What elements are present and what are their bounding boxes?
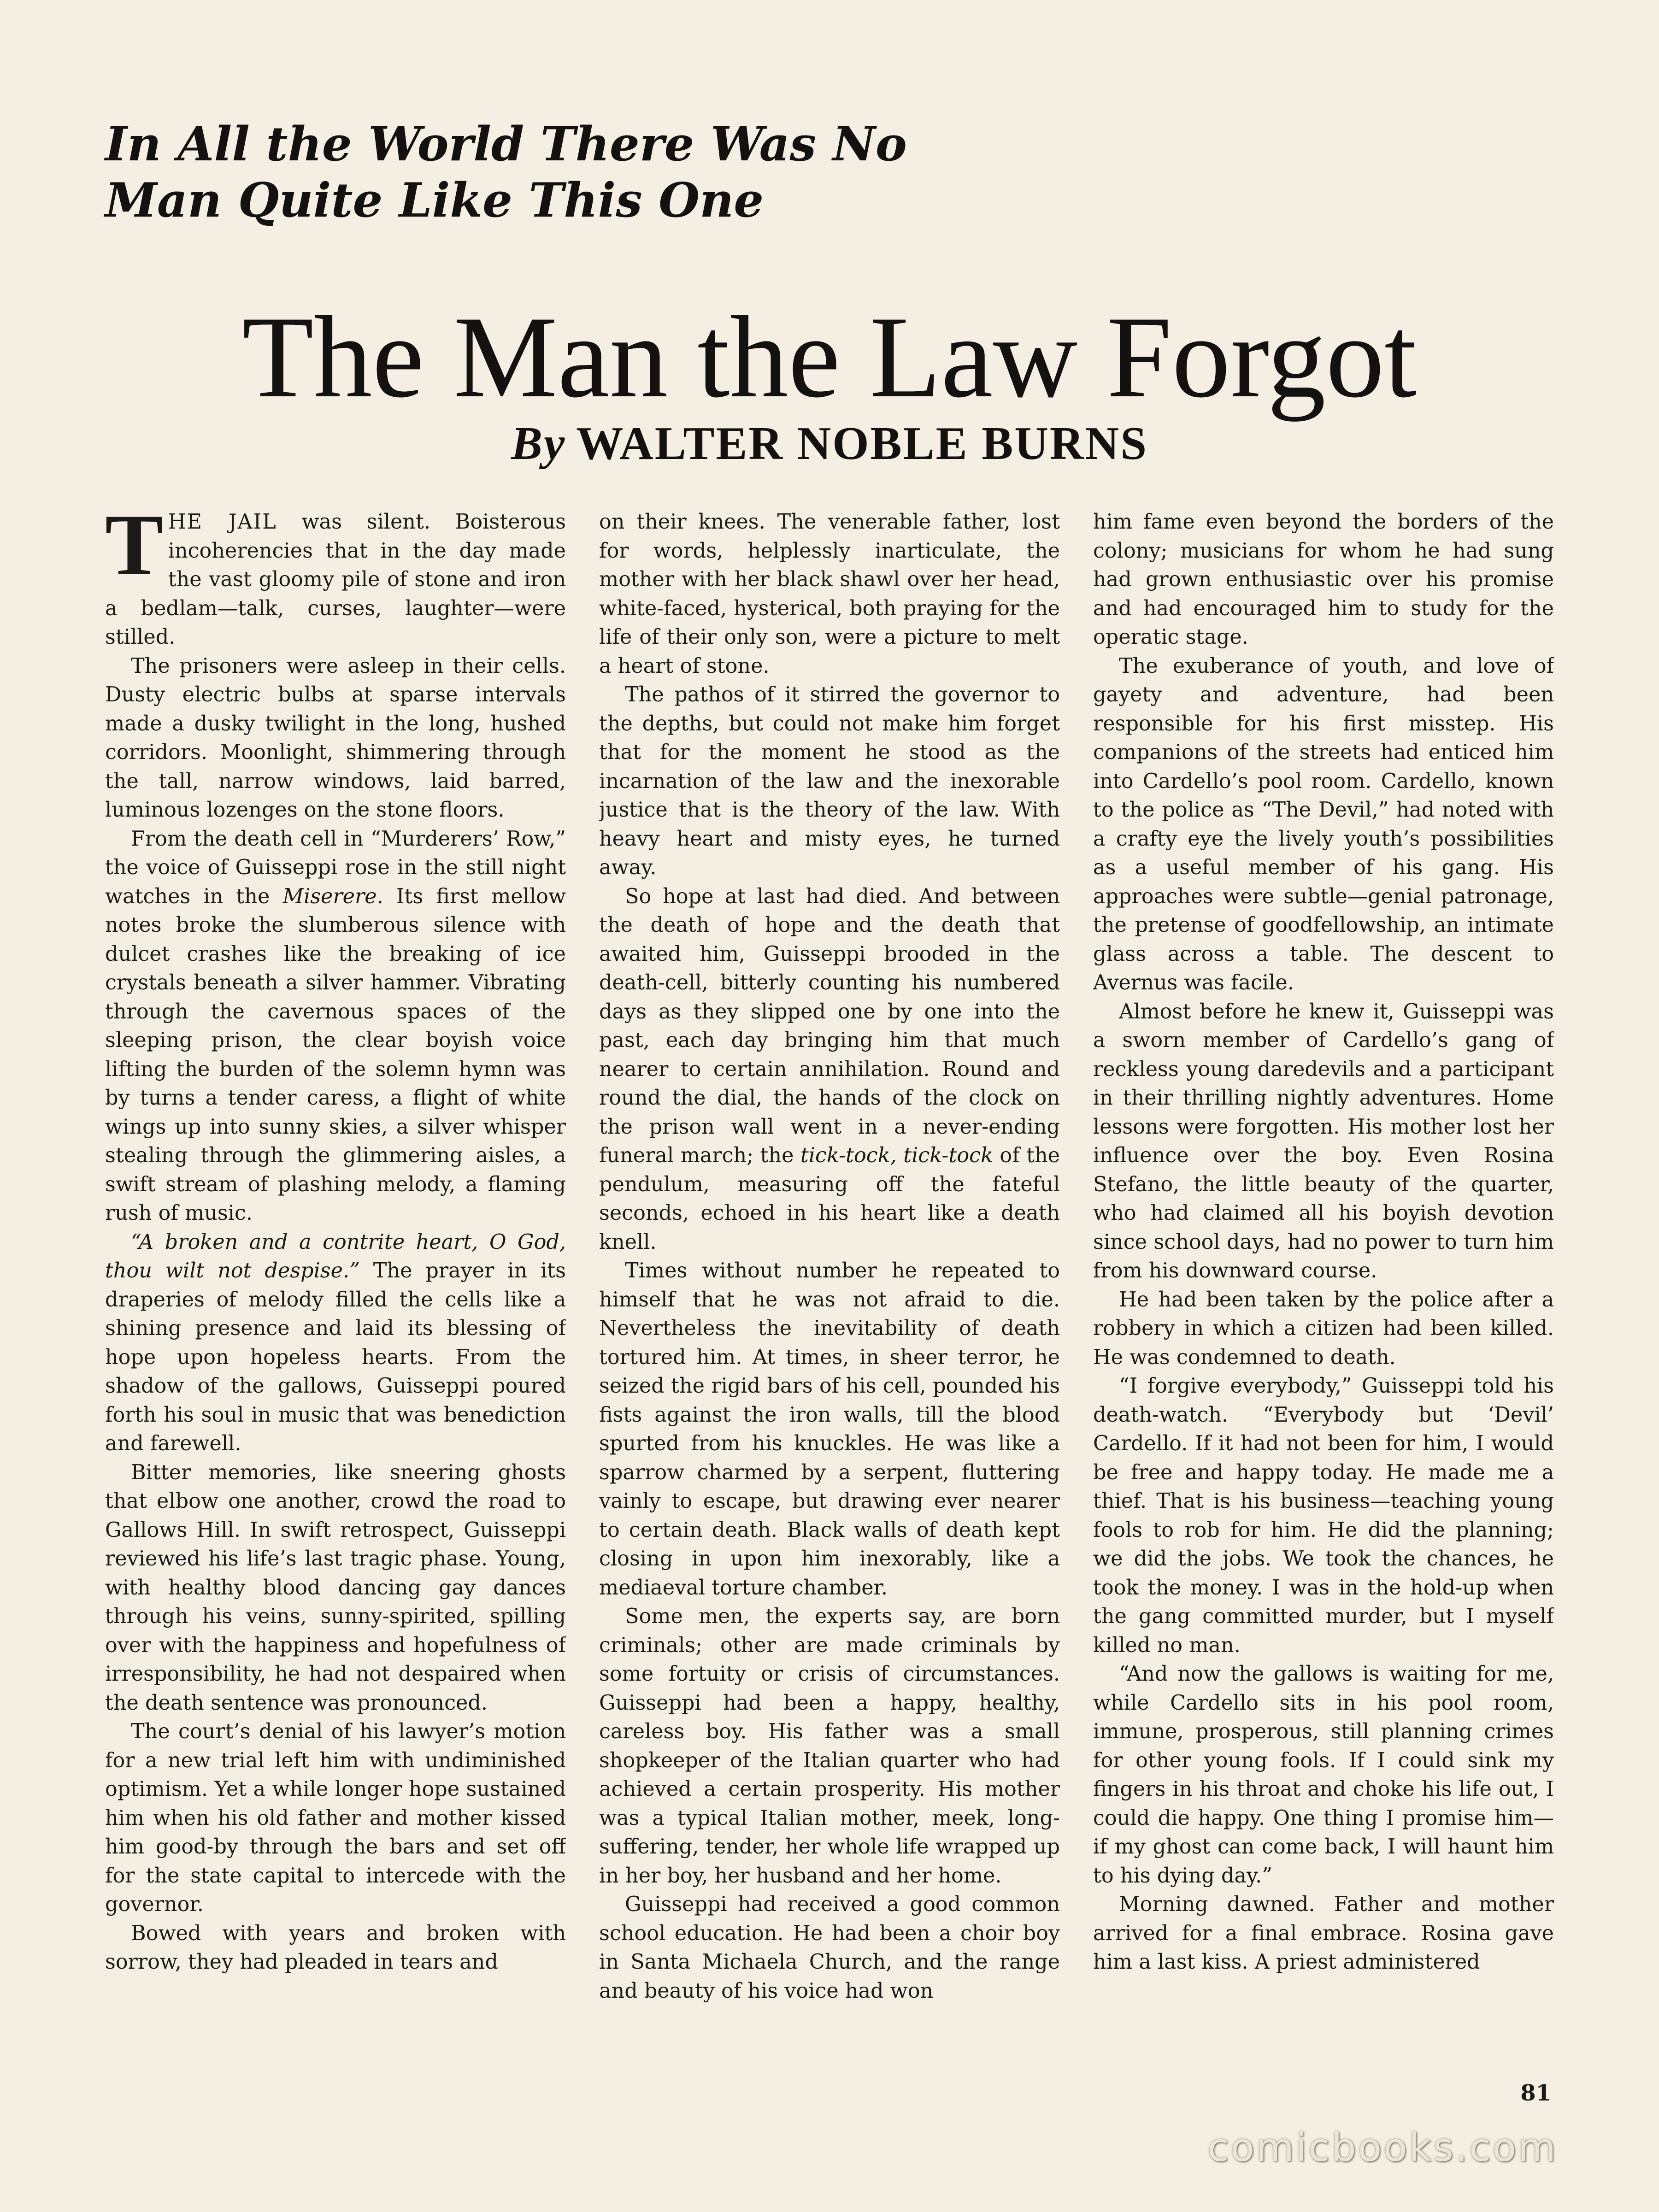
paragraph: Some men, the experts say, are born criminals; other are made criminals by some fortuity or crisis of circumstances. Guisseppi had been a happy, healthy, careless boy. His father was a small shopkeeper of the Italian quarter who had achieved a certain prosperity. His mother was a typical Italian mother, meek, long-suffering, tender, her whole life wrapped up in her boy, her husband and her home. [599, 1605, 1060, 1888]
article-body [105, 508, 1554, 2093]
paragraph-text: of the pendulum, measuring off the fateful seconds, echoed in his heart like a death knell. [599, 1144, 1060, 1254]
kicker-headline [105, 116, 1211, 229]
italic-quote: “A broken and a contrite heart, O God, thou wilt not despise.” [105, 1230, 566, 1282]
paragraph [105, 825, 566, 1228]
page-number: 81 [1520, 2080, 1551, 2106]
paragraph: He had been taken by the police after a robbery in which a citizen had been killed. He was condemned to death. [1093, 1288, 1554, 1369]
paragraph [105, 508, 566, 652]
paragraph: The pathos of it stirred the governor to the depths, but could not make him forget that for the moment he stood as the incarnation of the law and the inexorable justice that is the theory of the law. With heavy heart and misty eyes, he turned away. [599, 683, 1060, 879]
byline-prefix: By [511, 418, 566, 470]
paragraph: him fame even beyond the borders of the colony; musicians for whom he had sung had grown enthusiastic over his promise and had encouraged him to study for the operatic stage. [1093, 510, 1554, 649]
story-title: The Man the Law Forgot [242, 292, 1417, 422]
paragraph: Bitter memories, like sneering ghosts that elbow one another, crowd the road to Gallows Hill. In swift retrospect, Guisseppi reviewed his life’s last tragic phase. Young, with healthy blood dancing gay dances through his veins, sunny-spirited, spilling over with the happiness and hopefulness of irresponsibility, he had not despaired when the death sentence was pronounced. [105, 1460, 566, 1715]
column-3 [1093, 508, 1554, 2093]
italic-text: tick-tock, tick-tock [800, 1144, 994, 1167]
paragraph-text: was silent. Boisterous incoherencies that in the day made the vast gloomy pile of stone and iron a bedlam—talk, curses, laughter—were stilled. [105, 510, 566, 649]
paragraph: “And now the gallows is waiting for me, while Cardello sits in his pool room, immune, prosperous, still planning crimes for other young fools. If I could sink my fingers in his throat and choke his life out, I could die happy. One thing I promise him—if my ghost can come back, I will haunt him to his dying day.” [1093, 1662, 1554, 1888]
byline-author: WALTER NOBLE BURNS [576, 418, 1148, 470]
lead-caps: HE JAIL [168, 510, 277, 534]
byline [92, 409, 1567, 478]
drop-cap: T [105, 508, 164, 594]
paragraph-text: From the death cell in “Murderers’ Row,” the voice of Guisseppi rose in the still night watches in the [105, 827, 566, 908]
column-2 [599, 508, 1060, 2093]
watermark: comicbooks.com [1207, 2125, 1558, 2170]
paragraph: Morning dawned. Father and mother arrived for a final embrace. Rosina gave him a last kiss. A priest administered [1093, 1893, 1554, 1974]
paragraph: Times without number he repeated to himself that he was not afraid to die. Nevertheless the inevitability of death tortured him. At times, in sheer terror, he seized the rigid bars of his cell, pounded his fists against the iron walls, till the blood spurted from his knuckles. He was like a sparrow charmed by a serpent, fluttering vainly to escape, but drawing ever nearer to certain death. Black walls of death kept closing in upon him inexorably, like a mediaeval torture chamber. [599, 1259, 1060, 1600]
paragraph: Guisseppi had received a good common school education. He had been a choir boy in Santa Michaela Church, and the range and beauty of his voice had won [599, 1893, 1060, 2003]
paragraph: Bowed with years and broken with sorrow, they had pleaded in tears and [105, 1921, 566, 1974]
paragraph: Almost before he knew it, Guisseppi was a sworn member of Cardello’s gang of reckless young daredevils and a participant in their thrilling nightly adventures. Home lessons were forgotten. His mother lost her influence over the boy. Even Rosina Stefano, the little beauty of the quarter, who had claimed all his boyish devotion since school days, had no power to turn him from his downward course. [1093, 1000, 1554, 1282]
paragraph-text: The prayer in its draperies of melody filled the cells like a shining presence and laid its blessing of hope upon hopeless hearts. From the shadow of the gallows, Guisseppi poured forth his soul in music that was benediction and farewell. [105, 1259, 566, 1455]
kicker-line-2: Man Quite Like This One [105, 173, 764, 228]
paragraph: The exuberance of youth, and love of gayety and adventure, had been responsible for his first misstep. His companions of the streets had enticed him into Cardello’s pool room. Cardello, known to the police as “The Devil,” had noted with a crafty eye the lively youth’s possibilities as a useful member of his gang. His approaches were subtle—genial patronage, the pretense of goodfellowship, an intimate glass across a table. The descent to Avernus was facile. [1093, 654, 1554, 994]
paragraph [599, 882, 1060, 1257]
paragraph: on their knees. The venerable father, lost for words, helplessly inarticulate, the mother with her black shawl over her head, white-faced, hysterical, both praying for the life of their only son, were a picture to melt a heart of stone. [599, 510, 1060, 678]
kicker-line-1: In All the World There Was No [105, 117, 907, 172]
paragraph-text: Its first mellow notes broke the slumberous silence with dulcet crashes like the breaking of ice crystals beneath a silver hammer. Vibrating through the cavernous spaces of the sleeping prison, the clear boyish voice lifting the burden of the solemn hymn was by turns a tender caress, a flight of white wings up into sunny skies, a silver whisper stealing through the glimmering aisles, a swift stream of plashing melody, a flaming rush of music. [105, 884, 566, 1225]
paragraph: “I forgive everybody,” Guisseppi told his death-watch. “Everybody but ‘Devil’ Cardello. If it had not been for him, I would be free and happy today. He made me a thief. That is his business—teaching young fools to rob for him. He did the planning; we did the jobs. We took the chances, he took the money. I was in the hold-up when the gang committed murder, but I myself killed no man. [1093, 1374, 1554, 1657]
paragraph-text: So hope at last had died. And between the death of hope and the death that awaited him, Guisseppi brooded in the death-cell, bitterly counting his numbered days as they slipped one by one into the past, each day bringing him that much nearer to certain annihilation. Round and round the dial, the hands of the clock on the prison wall went in a never-ending funeral march; the [599, 884, 1060, 1167]
paragraph: The prisoners were asleep in their cells. Dusty electric bulbs at sparse intervals made a dusky twilight in the long, hushed corridors. Moonlight, shimmering through the tall, narrow windows, laid barred, luminous lozenges on the stone floors. [105, 654, 566, 822]
column-1 [105, 508, 566, 2093]
italic-text: Miserere. [282, 884, 383, 908]
paragraph [105, 1228, 566, 1459]
paragraph: The court’s denial of his lawyer’s motion for a new trial left him with undiminished optimism. Yet a while longer hope sustained him when his old father and mother kissed him good-by through the bars and set off for the state capital to intercede with the governor. [105, 1720, 566, 1916]
